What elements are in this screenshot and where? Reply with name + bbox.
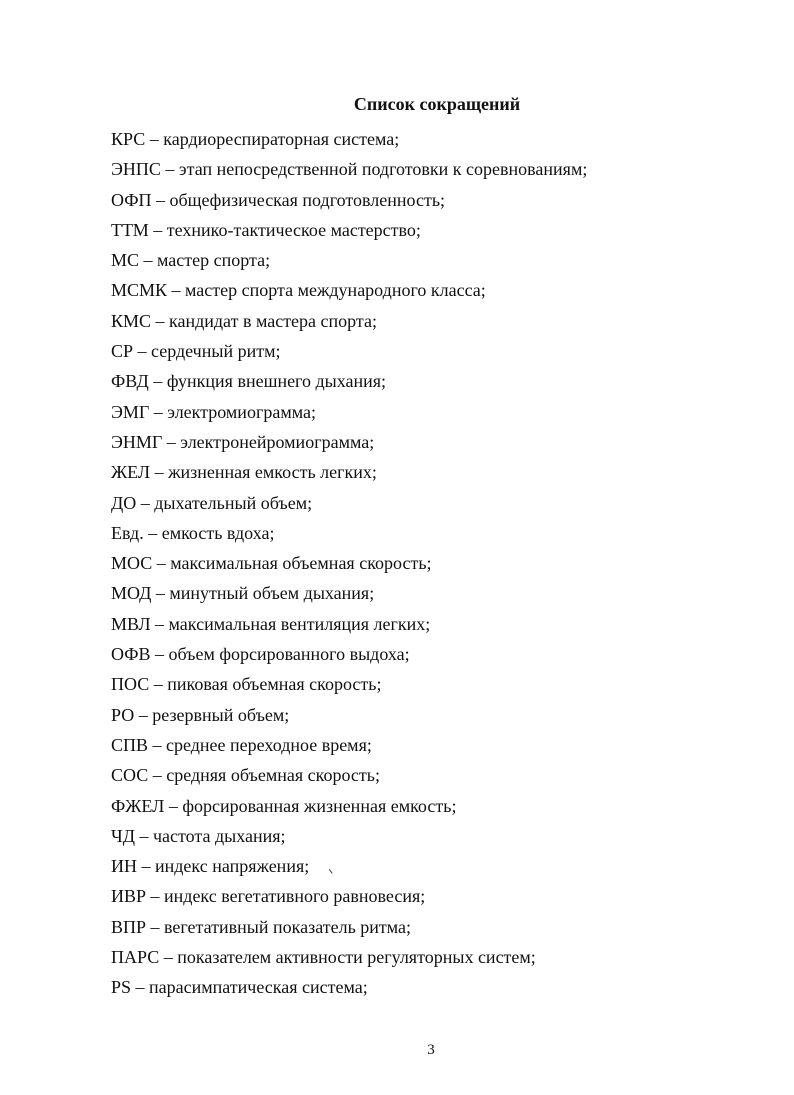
list-item: МСМК – мастер спорта международного класса; <box>111 280 486 301</box>
list-item: ЭНПС – этап непосредственной подготовки к соревнованиям; <box>111 159 588 180</box>
list-item: МОД – минутный объем дыхания; <box>111 583 375 604</box>
list-item: СОС – средняя объемная скорость; <box>111 765 380 786</box>
page-number: 3 <box>427 1042 435 1058</box>
list-item: СР – сердечный ритм; <box>111 341 281 362</box>
list-item: МС – мастер спорта; <box>111 250 271 271</box>
list-item: ТТМ – технико-тактическое мастерство; <box>111 219 421 240</box>
list-item: ИВР – индекс вегетативного равновесия; <box>111 886 426 907</box>
list-item: ОФП – общефизическая подготовленность; <box>111 189 446 210</box>
list-item: Евд. – емкость вдоха; <box>111 522 275 543</box>
list-item: ПАРС – показателем активности регуляторных систем; <box>111 947 536 968</box>
list-item: ЧД – частота дыхания; <box>111 825 286 846</box>
list-item: МОС – максимальная объемная скорость; <box>111 553 432 574</box>
list-item: МВЛ – максимальная вентиляция легких; <box>111 613 431 634</box>
list-item: СПВ – среднее переходное время; <box>111 734 372 755</box>
list-item: ИН – индекс напряжения; <box>111 856 310 877</box>
list-item: ЭНМГ – электронейромиограмма; <box>111 431 375 452</box>
list-item: КРС – кардиореспираторная система; <box>111 129 400 149</box>
list-item: PS – парасимпатическая система; <box>111 977 368 998</box>
list-item: ДО – дыхательный объем; <box>111 492 313 513</box>
list-item: ВПР – вегетативный показатель ритма; <box>111 916 412 937</box>
list-item: РО – резервный объем; <box>111 704 290 725</box>
list-item: ПОС – пиковая объемная скорость; <box>111 674 382 695</box>
list-item: ФЖЕЛ – форсированная жизненная емкость; <box>111 795 457 816</box>
list-item: КМС – кандидат в мастера спорта; <box>111 310 378 331</box>
abbreviation-list <box>111 124 587 1003</box>
list-item: ЖЕЛ – жизненная емкость легких; <box>111 462 377 483</box>
list-item: ФВД – функция внешнего дыхания; <box>111 371 387 392</box>
list-item: ОФВ – объем форсированного выдоха; <box>111 644 410 665</box>
list-item: ЭМГ – электромиограмма; <box>111 401 316 422</box>
page-title: Список сокращений <box>353 94 521 114</box>
